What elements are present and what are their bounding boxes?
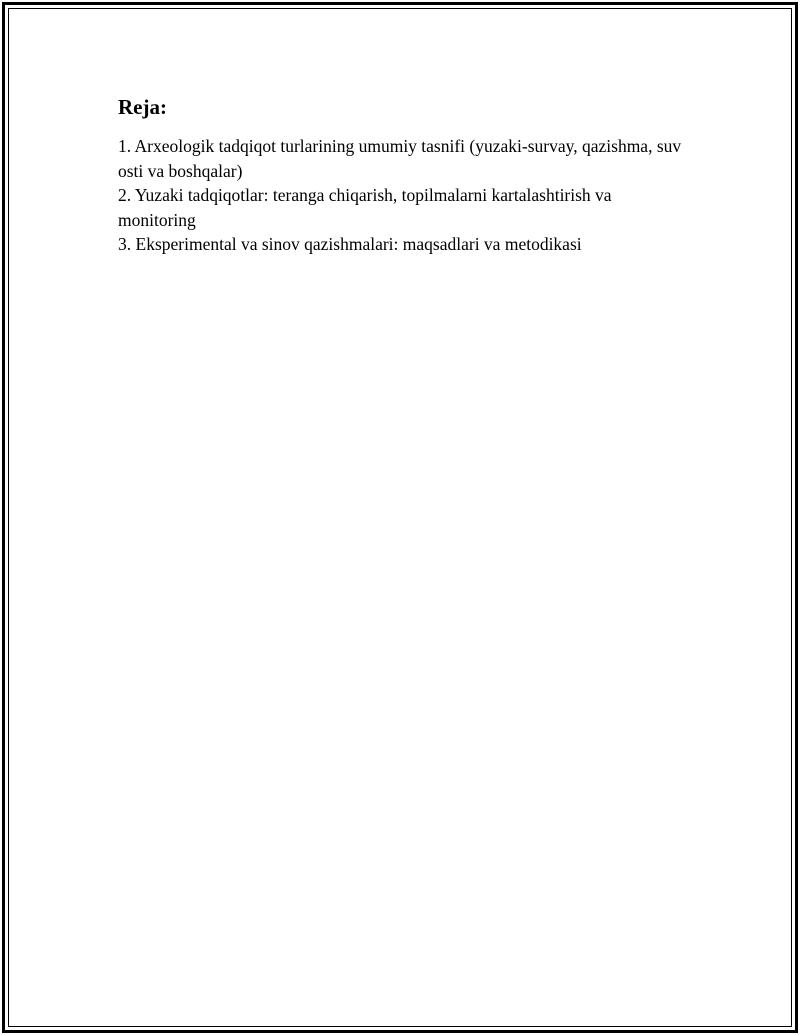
- plan-item-1: 1. Arxeologik tadqiqot turlarining umumiy tasnifi (yuzaki-survay, qazishma, suv osti va boshqalar): [118, 136, 682, 181]
- plan-list: [118, 134, 688, 257]
- plan-heading: Reja:: [118, 95, 167, 119]
- document-body: [118, 94, 688, 257]
- plan-item-2: 2. Yuzaki tadqiqotlar: teranga chiqarish, topilmalarni kartalashtirish va monitoring: [118, 185, 612, 230]
- plan-item-3: 3. Eksperimental va sinov qazishmalari: maqsadlari va metodikasi: [118, 234, 582, 254]
